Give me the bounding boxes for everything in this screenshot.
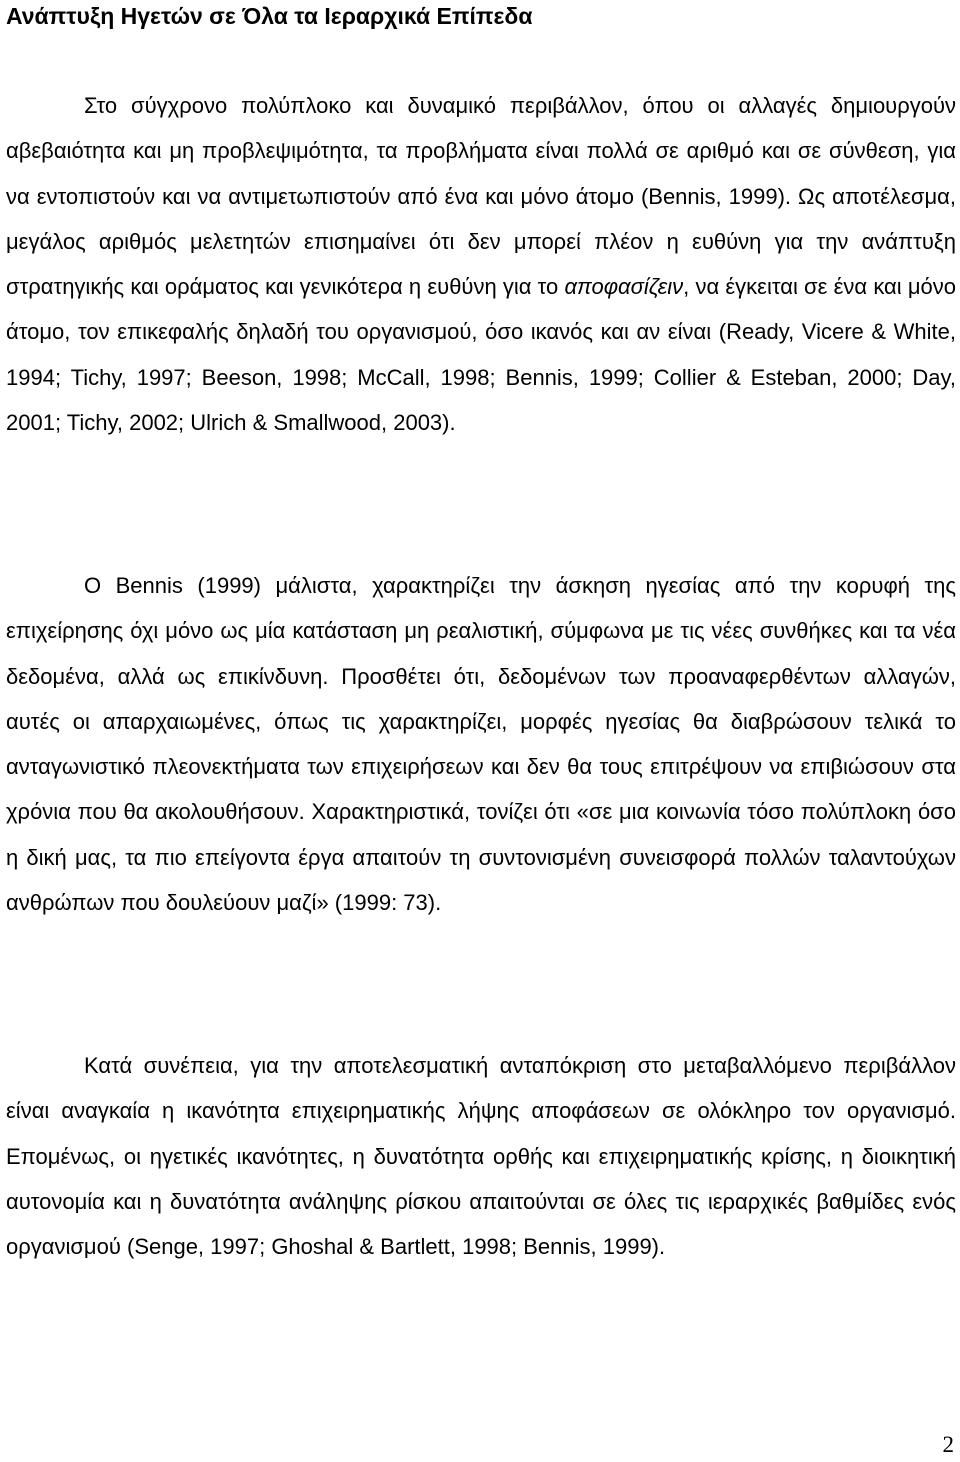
paragraph-1 — [6, 83, 956, 445]
section-title: Ανάπτυξη Ηγετών σε Όλα τα Ιεραρχικά Επίπεδα — [6, 3, 533, 29]
paragraph-1-text-before: Στο σύγχρονο πολύπλοκο και δυναμικό περιβάλλον, όπου οι αλλαγές δημιουργούν αβεβαιότητα και μη προβλεψιμότητα, τα προβλήματα είναι πολλά σε αριθμό και σε σύνθεση, για να εντοπιστούν και να αντιμετωπιστούν από ένα και μόνο άτομο (Bennis, 1999). Ως αποτέλεσμα, μεγάλος αριθμός μελετητών επισημαίνει ότι δεν μπορεί πλέον η ευθύνη για την ανάπτυξη στρατηγικής και οράματος και γενικότερα η ευθύνη για το — [6, 93, 956, 300]
paragraph-1-italic-term: αποφασίζειν — [564, 274, 684, 300]
paragraph-3: Κατά συνέπεια, για την αποτελεσματική ανταπόκριση στο μεταβαλλόμενο περιβάλλον είναι αναγκαία η ικανότητα επιχειρηματικής λήψης αποφάσεων σε ολόκληρο τον οργανισμό. Επομένως, οι ηγετικές ικανότητες, η δυνατότητα ορθής και επιχειρηματικής κρίσης, η διοικητική αυτονομία και η δυνατότητα ανάληψης ρίσκου απαιτούνται σε όλες τις ιεραρχικές βαθμίδες ενός οργανισμού (Senge, 1997; Ghoshal & Bartlett, 1998; Bennis, 1999). — [6, 1053, 956, 1260]
paragraph-1-text-after: , να έγκειται σε ένα και μόνο άτομο, τον επικεφαλής δηλαδή του οργανισμού, όσο ικανός και αν είναι (Ready, Vicere & White, 1994; Tichy, 1997; Beeson, 1998; McCall, 1998; Bennis, 1999; Collier & Esteban, 2000; Day, 2001; Tichy, 2002; Ulrich & Smallwood, 2003). — [6, 274, 956, 436]
page-number: 2 — [942, 1432, 954, 1457]
paragraph-2: Ο Bennis (1999) μάλιστα, χαρακτηρίζει την άσκηση ηγεσίας από την κορυφή της επιχείρησης όχι μόνο ως μία κατάσταση μη ρεαλιστική, σύμφωνα με τις νέες συνθήκες και τα νέα δεδομένα, αλλά ως επικίνδυνη. Προσθέτει ότι, δεδομένων των προαναφερθέντων αλλαγών, αυτές οι απαρχαιωμένες, όπως τις χαρακτηρίζει, μορφές ηγεσίας θα διαβρώσουν τελικά το ανταγωνιστικό πλεονεκτήματα των επιχειρήσεων και δεν θα τους επιτρέψουν να επιβιώσουν στα χρόνια που θα ακολουθήσουν. Χαρακτηριστικά, τονίζει ότι «σε μια κοινωνία τόσο πολύπλοκη όσο η δική μας, τα πιο επείγοντα έργα απαιτούν τη συντονισμένη συνεισφορά πολλών ταλαντούχων ανθρώπων που δουλεύουν μαζί» (1999: 73). — [6, 573, 956, 916]
